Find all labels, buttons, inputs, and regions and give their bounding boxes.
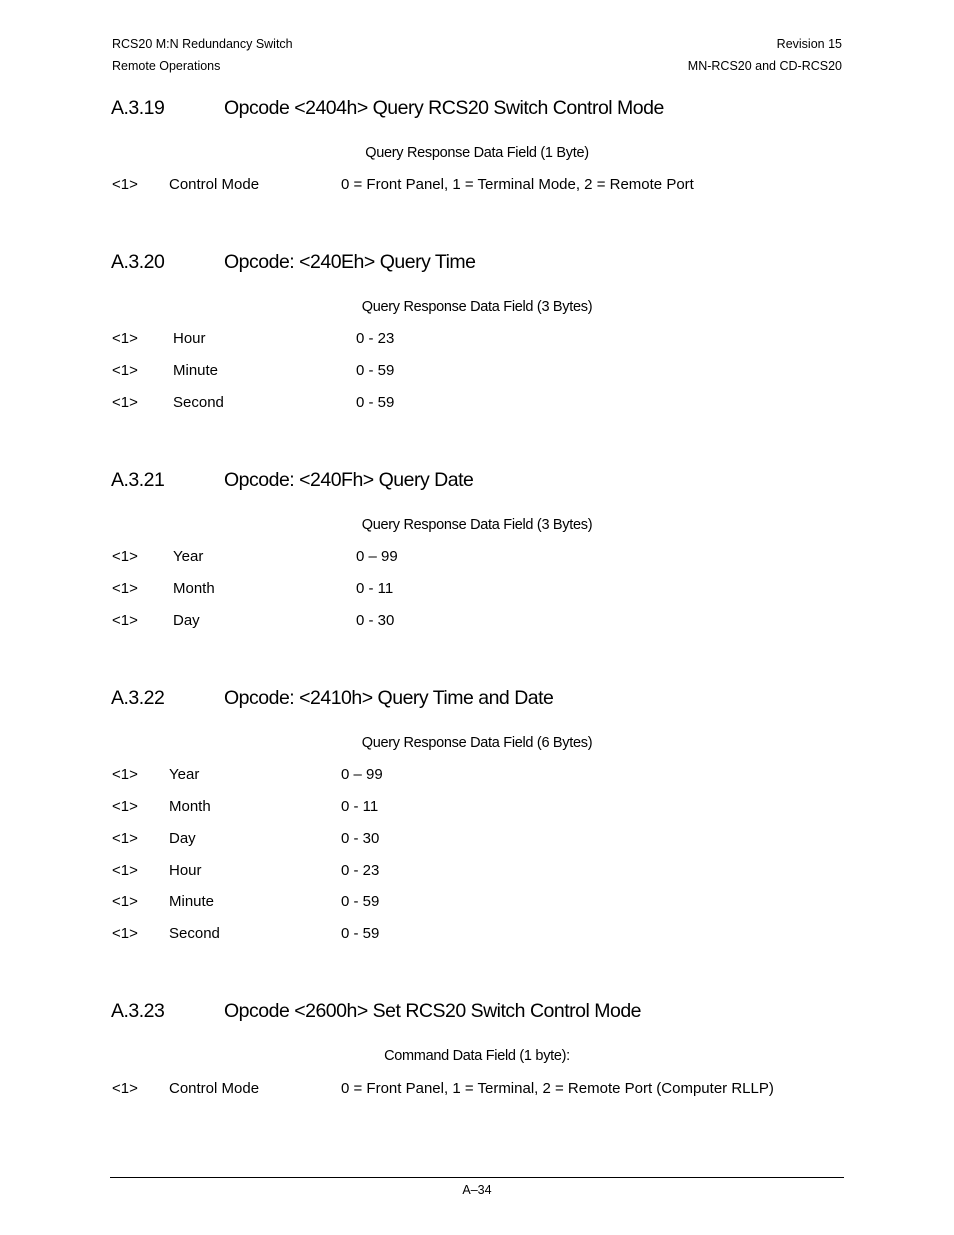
field-value: 0 = Front Panel, 1 = Terminal Mode, 2 = Remote Port — [341, 176, 694, 193]
field-value: 0 – 99 — [341, 766, 383, 783]
byte-count: <1> — [112, 766, 138, 783]
field-name: Day — [169, 830, 196, 847]
field-value: 0 - 59 — [341, 925, 380, 942]
field-name: Second — [173, 394, 224, 411]
byte-count: <1> — [112, 580, 138, 597]
section-title: Opcode: <240Eh> Query Time — [224, 251, 476, 273]
field-name: Minute — [173, 362, 219, 379]
section-title: Opcode <2600h> Set RCS20 Switch Control Mode — [224, 1000, 642, 1022]
field-value: 0 - 23 — [341, 862, 380, 879]
field-name: Month — [173, 580, 215, 597]
field-name: Control Mode — [169, 1080, 260, 1097]
table-caption: Query Response Data Field (6 Bytes) — [361, 735, 593, 751]
byte-count: <1> — [112, 798, 138, 815]
field-name: Year — [169, 766, 200, 783]
field-value: 0 - 59 — [356, 362, 395, 379]
field-name: Hour — [173, 330, 206, 347]
field-name: Month — [169, 798, 211, 815]
byte-count: <1> — [112, 893, 138, 910]
byte-count: <1> — [112, 176, 138, 193]
table-caption: Query Response Data Field (3 Bytes) — [361, 299, 593, 315]
section-number: A.3.22 — [111, 687, 165, 709]
table-caption: Command Data Field (1 byte): — [384, 1048, 570, 1064]
section-title: Opcode: <240Fh> Query Date — [224, 469, 474, 491]
field-value: 0 - 11 — [341, 798, 379, 815]
byte-count: <1> — [112, 830, 138, 847]
field-value: 0 - 59 — [341, 893, 380, 910]
field-value: 0 - 23 — [356, 330, 395, 347]
field-value: 0 = Front Panel, 1 = Terminal, 2 = Remote Port (Computer RLLP) — [341, 1080, 774, 1097]
byte-count: <1> — [112, 925, 138, 942]
page-number: A–34 — [462, 1183, 492, 1197]
section-title: Opcode <2404h> Query RCS20 Switch Control Mode — [224, 97, 664, 119]
byte-count: <1> — [112, 862, 138, 879]
field-value: 0 - 11 — [356, 580, 394, 597]
byte-count: <1> — [112, 1080, 138, 1097]
header-product: RCS20 M:N Redundancy Switch — [112, 37, 293, 51]
field-name: Year — [173, 548, 204, 565]
header-chapter: Remote Operations — [112, 59, 221, 73]
table-caption: Query Response Data Field (1 Byte) — [365, 145, 589, 161]
byte-count: <1> — [112, 612, 138, 629]
field-value: 0 – 99 — [356, 548, 398, 565]
table-caption: Query Response Data Field (3 Bytes) — [361, 517, 593, 533]
section-number: A.3.19 — [111, 97, 165, 119]
field-value: 0 - 30 — [356, 612, 395, 629]
byte-count: <1> — [112, 330, 138, 347]
byte-count: <1> — [112, 362, 138, 379]
header-doc-id: MN-RCS20 and CD-RCS20 — [687, 59, 842, 73]
byte-count: <1> — [112, 394, 138, 411]
field-name: Hour — [169, 862, 202, 879]
section-number: A.3.20 — [111, 251, 165, 273]
header-revision: Revision 15 — [776, 37, 842, 51]
field-name: Minute — [169, 893, 215, 910]
section-number: A.3.21 — [111, 469, 165, 491]
field-name: Second — [169, 925, 220, 942]
section-number: A.3.23 — [111, 1000, 165, 1022]
field-name: Control Mode — [169, 176, 260, 193]
footer-divider — [110, 1177, 844, 1178]
field-value: 0 - 30 — [341, 830, 380, 847]
field-value: 0 - 59 — [356, 394, 395, 411]
field-name: Day — [173, 612, 200, 629]
section-title: Opcode: <2410h> Query Time and Date — [224, 687, 554, 709]
byte-count: <1> — [112, 548, 138, 565]
